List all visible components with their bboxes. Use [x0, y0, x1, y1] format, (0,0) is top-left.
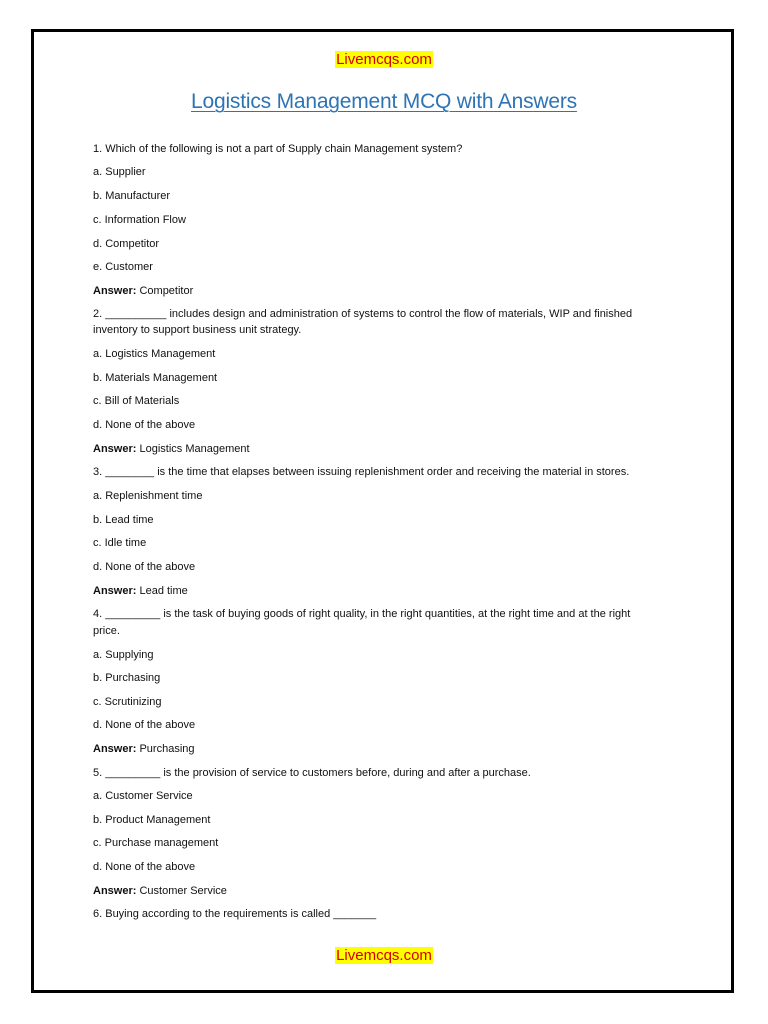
option: d. None of the above	[93, 419, 196, 431]
answer-label: Answer:	[93, 443, 137, 455]
question-text: 2. __________ includes design and administration of systems to control the flow of materials, WIP and finished	[93, 308, 633, 320]
site-watermark-bottom: Livemcqs.com	[336, 947, 432, 964]
site-watermark-top: Livemcqs.com	[336, 51, 432, 68]
option: b. Manufacturer	[93, 190, 171, 202]
answer-value: Purchasing	[139, 743, 195, 755]
question-text: 5. _________ is the provision of service to customers before, during and after a purchase.	[93, 767, 531, 779]
option: a. Customer Service	[93, 790, 193, 802]
question-text: 6. Buying according to the requirements is called _______	[93, 908, 377, 920]
answer-label: Answer:	[93, 585, 137, 597]
answer-line	[93, 741, 195, 757]
option: c. Information Flow	[93, 214, 186, 226]
option: d. None of the above	[93, 861, 196, 873]
answer-value: Competitor	[139, 285, 194, 297]
answer-label: Answer:	[93, 885, 137, 897]
answer-line	[93, 441, 250, 457]
option: b. Purchasing	[93, 672, 161, 684]
option: c. Scrutinizing	[93, 696, 162, 708]
option: d. Competitor	[93, 238, 160, 250]
question-text: 4. _________ is the task of buying goods of right quality, in the right quantities, at the right time and at the right	[93, 608, 631, 620]
option: b. Product Management	[93, 814, 211, 826]
question-text: inventory to support business unit strategy.	[93, 324, 302, 336]
option: d. None of the above	[93, 561, 196, 573]
option: b. Materials Management	[93, 372, 218, 384]
question-text: price.	[93, 625, 120, 637]
option: d. None of the above	[93, 719, 196, 731]
answer-value: Customer Service	[139, 885, 227, 897]
answer-line	[93, 883, 227, 899]
option: c. Purchase management	[93, 837, 219, 849]
option: c. Bill of Materials	[93, 395, 180, 407]
question-text: 3. ________ is the time that elapses between issuing replenishment order and receiving the material in stores.	[93, 466, 630, 478]
option: a. Logistics Management	[93, 348, 216, 360]
option: a. Replenishment time	[93, 490, 203, 502]
answer-label: Answer:	[93, 285, 137, 297]
answer-line	[93, 283, 193, 299]
option: b. Lead time	[93, 514, 154, 526]
question-text: 1. Which of the following is not a part of Supply chain Management system?	[93, 143, 463, 155]
answer-value: Logistics Management	[139, 443, 250, 455]
answer-line	[93, 583, 188, 599]
option: a. Supplying	[93, 649, 154, 661]
option: e. Customer	[93, 261, 153, 273]
option: c. Idle time	[93, 537, 147, 549]
option: a. Supplier	[93, 166, 146, 178]
answer-label: Answer:	[93, 743, 137, 755]
answer-value: Lead time	[139, 585, 188, 597]
page-title: Logistics Management MCQ with Answers	[191, 90, 577, 113]
